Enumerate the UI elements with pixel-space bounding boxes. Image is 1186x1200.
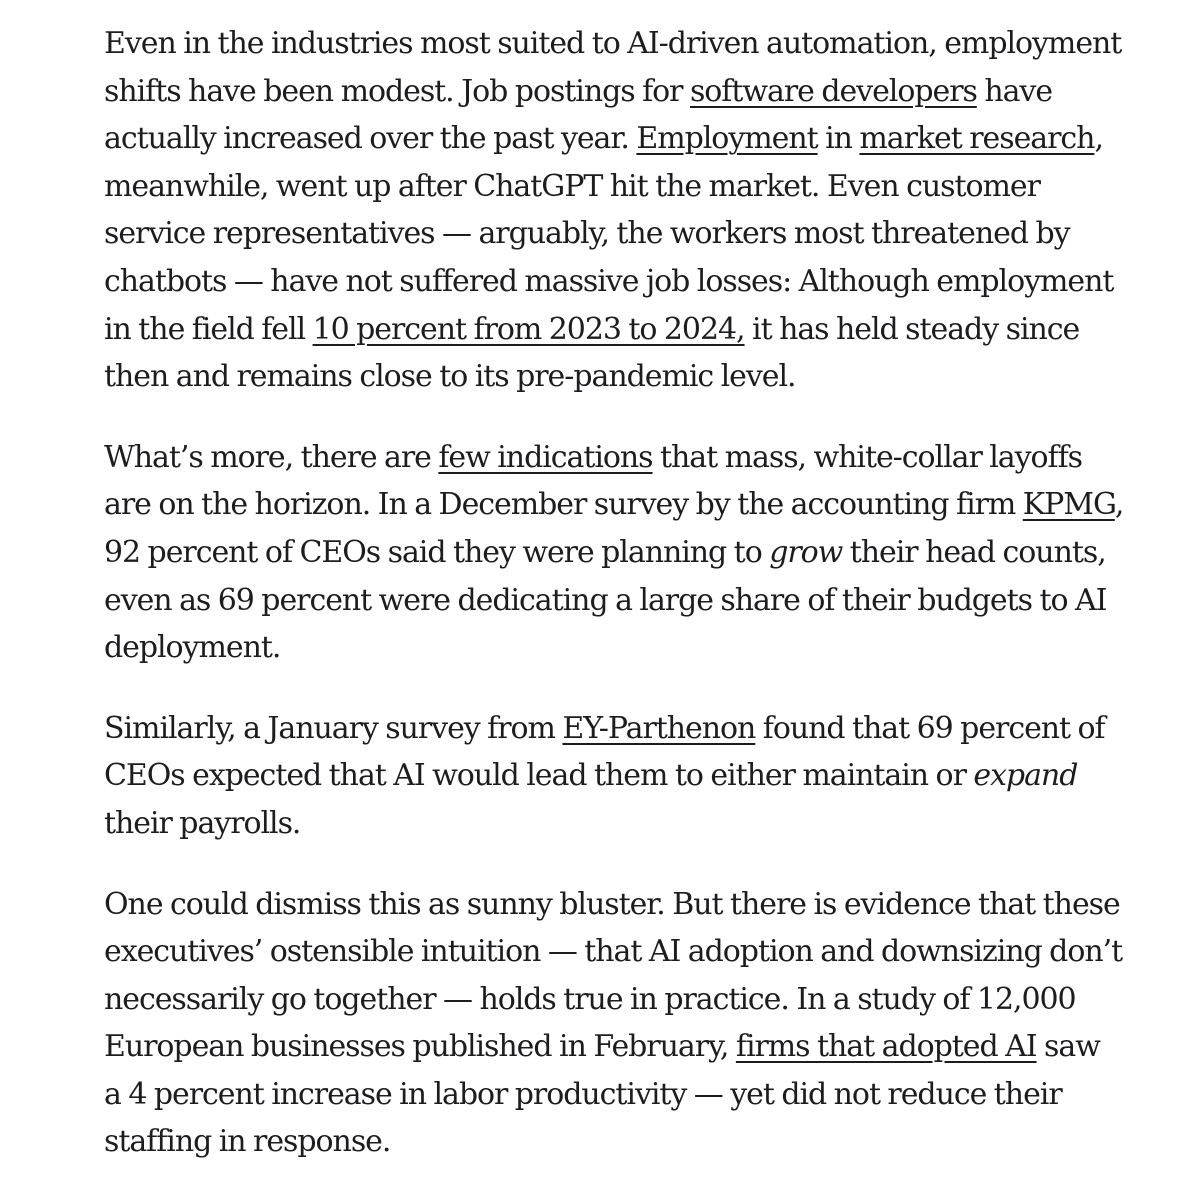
paragraph-text: it has held steady since then and remains close to its pre-pandemic level.	[104, 311, 1080, 395]
paragraph-text: One could dismiss this as sunny bluster. But there is evidence that these executives’ ostensible intuition — that AI adoption and downsizing don’t necessarily go together — holds true in practice. In a study of 12,000 European businesses published in February,	[104, 886, 1123, 1065]
paragraph-text: saw a 4 percent increase in labor productivity — yet did not reduce their staffing in response.	[104, 1029, 1100, 1160]
paragraph-1	[104, 20, 1124, 401]
article-body	[104, 20, 1124, 1199]
paragraph-text: their payrolls.	[104, 805, 301, 841]
link-employment[interactable]: Employment	[636, 121, 818, 157]
link-software-developers[interactable]: software developers	[689, 73, 977, 109]
paragraph-2	[104, 434, 1124, 672]
emphasis-expand: expand	[973, 758, 1078, 794]
paragraph-text: What’s more, there are	[104, 439, 439, 475]
paragraph-text: found that 69 percent of CEOs expected that AI would lead them to either maintain or	[104, 710, 1105, 794]
link-10-percent-2023-2024[interactable]: 10 percent from 2023 to 2024,	[312, 311, 745, 347]
paragraph-4	[104, 881, 1124, 1167]
link-market-research[interactable]: market research	[859, 121, 1095, 157]
link-firms-that-adopted-ai[interactable]: firms that adopted AI	[735, 1029, 1037, 1065]
paragraph-text: that mass, white-collar layoffs are on the horizon. In a December survey by the accounting firm	[104, 439, 1082, 523]
paragraph-text: in	[817, 121, 860, 157]
paragraph-text: have actually increased over the past year.	[104, 73, 1053, 157]
paragraph-text: , 92 percent of CEOs said they were planning to	[104, 487, 1124, 570]
paragraph-text: Even in the industries most suited to AI-driven automation, employment shifts have been modest. Job postings for	[104, 26, 1122, 109]
paragraph-text: their head counts, even as 69 percent were dedicating a large share of their budgets to AI deployment.	[104, 534, 1107, 666]
paragraph-3	[104, 705, 1124, 848]
emphasis-grow: grow	[769, 534, 843, 570]
link-kpmg[interactable]: KPMG	[1022, 487, 1115, 523]
paragraph-text: Similarly, a January survey from	[104, 710, 563, 746]
link-few-indications[interactable]: few indications	[438, 439, 653, 475]
paragraph-text: , meanwhile, went up after ChatGPT hit the market. Even customer service representatives — arguably, the workers most threatened by chatbots — have not suffered massive job losses: Although employment in the field fell	[104, 121, 1114, 347]
link-ey-parthenon[interactable]: EY-Parthenon	[562, 710, 756, 746]
